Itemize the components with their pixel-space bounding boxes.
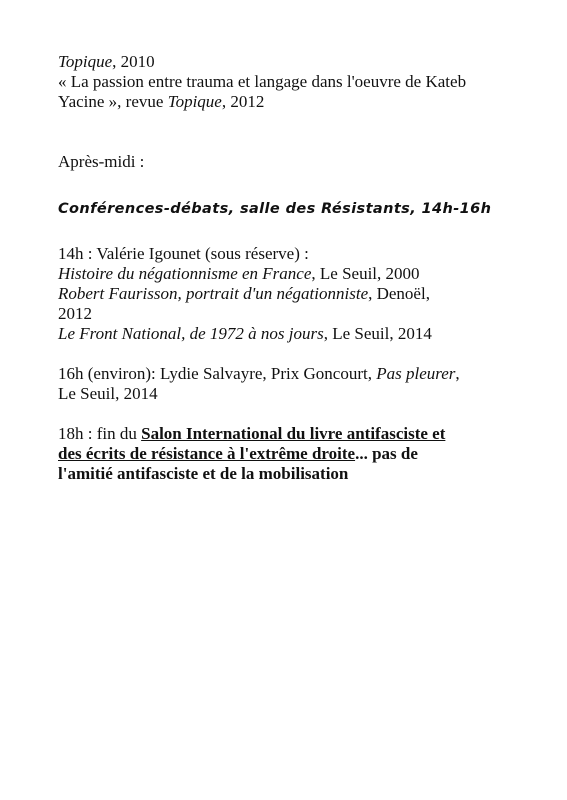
closing-continuation: ... pas de (355, 444, 418, 463)
salon-name-part1: Salon International du livre antifasciste et (141, 424, 446, 443)
closing-line2 (58, 444, 528, 464)
book-publisher: , Denoël, (368, 284, 430, 303)
year-text: , 2012 (221, 92, 265, 111)
book-publisher: , Le Seuil, 2014 (323, 324, 432, 343)
closing-prefix: 18h : fin du (58, 424, 142, 443)
closing-line1 (58, 424, 528, 444)
article-citation-line (58, 92, 528, 112)
closing-line3: l'amitié antifasciste et de la mobilisation (58, 464, 349, 483)
journal-title: Topique (167, 92, 222, 111)
talk1-book2 (58, 284, 528, 304)
talk1-book1 (58, 264, 528, 284)
book-title: Histoire du négationnisme en France (58, 264, 312, 283)
topique-2010-line (58, 52, 528, 72)
talk2-line2: Le Seuil, 2014 (58, 384, 158, 403)
punctuation: , (455, 364, 460, 383)
talk1-book3 (58, 324, 528, 344)
afternoon-label: Après-midi : (58, 152, 145, 171)
book-publisher: , Le Seuil, 2000 (311, 264, 420, 283)
talk1-speaker: 14h : Valérie Igounet (sous réserve) : (58, 244, 309, 263)
book-title: Le Front National, de 1972 à nos jours (58, 324, 324, 343)
document-body (58, 52, 528, 484)
book-title: Robert Faurisson, portrait d'un négationniste (58, 284, 369, 303)
talk2-line1 (58, 364, 528, 384)
talk1-book2-year: 2012 (58, 304, 92, 323)
citation-text: Yacine », revue (58, 92, 168, 111)
book-title: Pas pleurer (376, 364, 456, 383)
journal-title: Topique (58, 52, 113, 71)
year-text: , 2010 (112, 52, 155, 71)
article-title-line: « La passion entre trauma et langage dans l'oeuvre de Kateb (58, 72, 467, 91)
talk2-speaker: 16h (environ): Lydie Salvayre, Prix Goncourt, (58, 364, 377, 383)
section-heading: Conférences-débats, salle des Résistants, 14h-16h (58, 201, 492, 217)
salon-name-part2: des écrits de résistance à l'extrême droite (58, 444, 356, 463)
